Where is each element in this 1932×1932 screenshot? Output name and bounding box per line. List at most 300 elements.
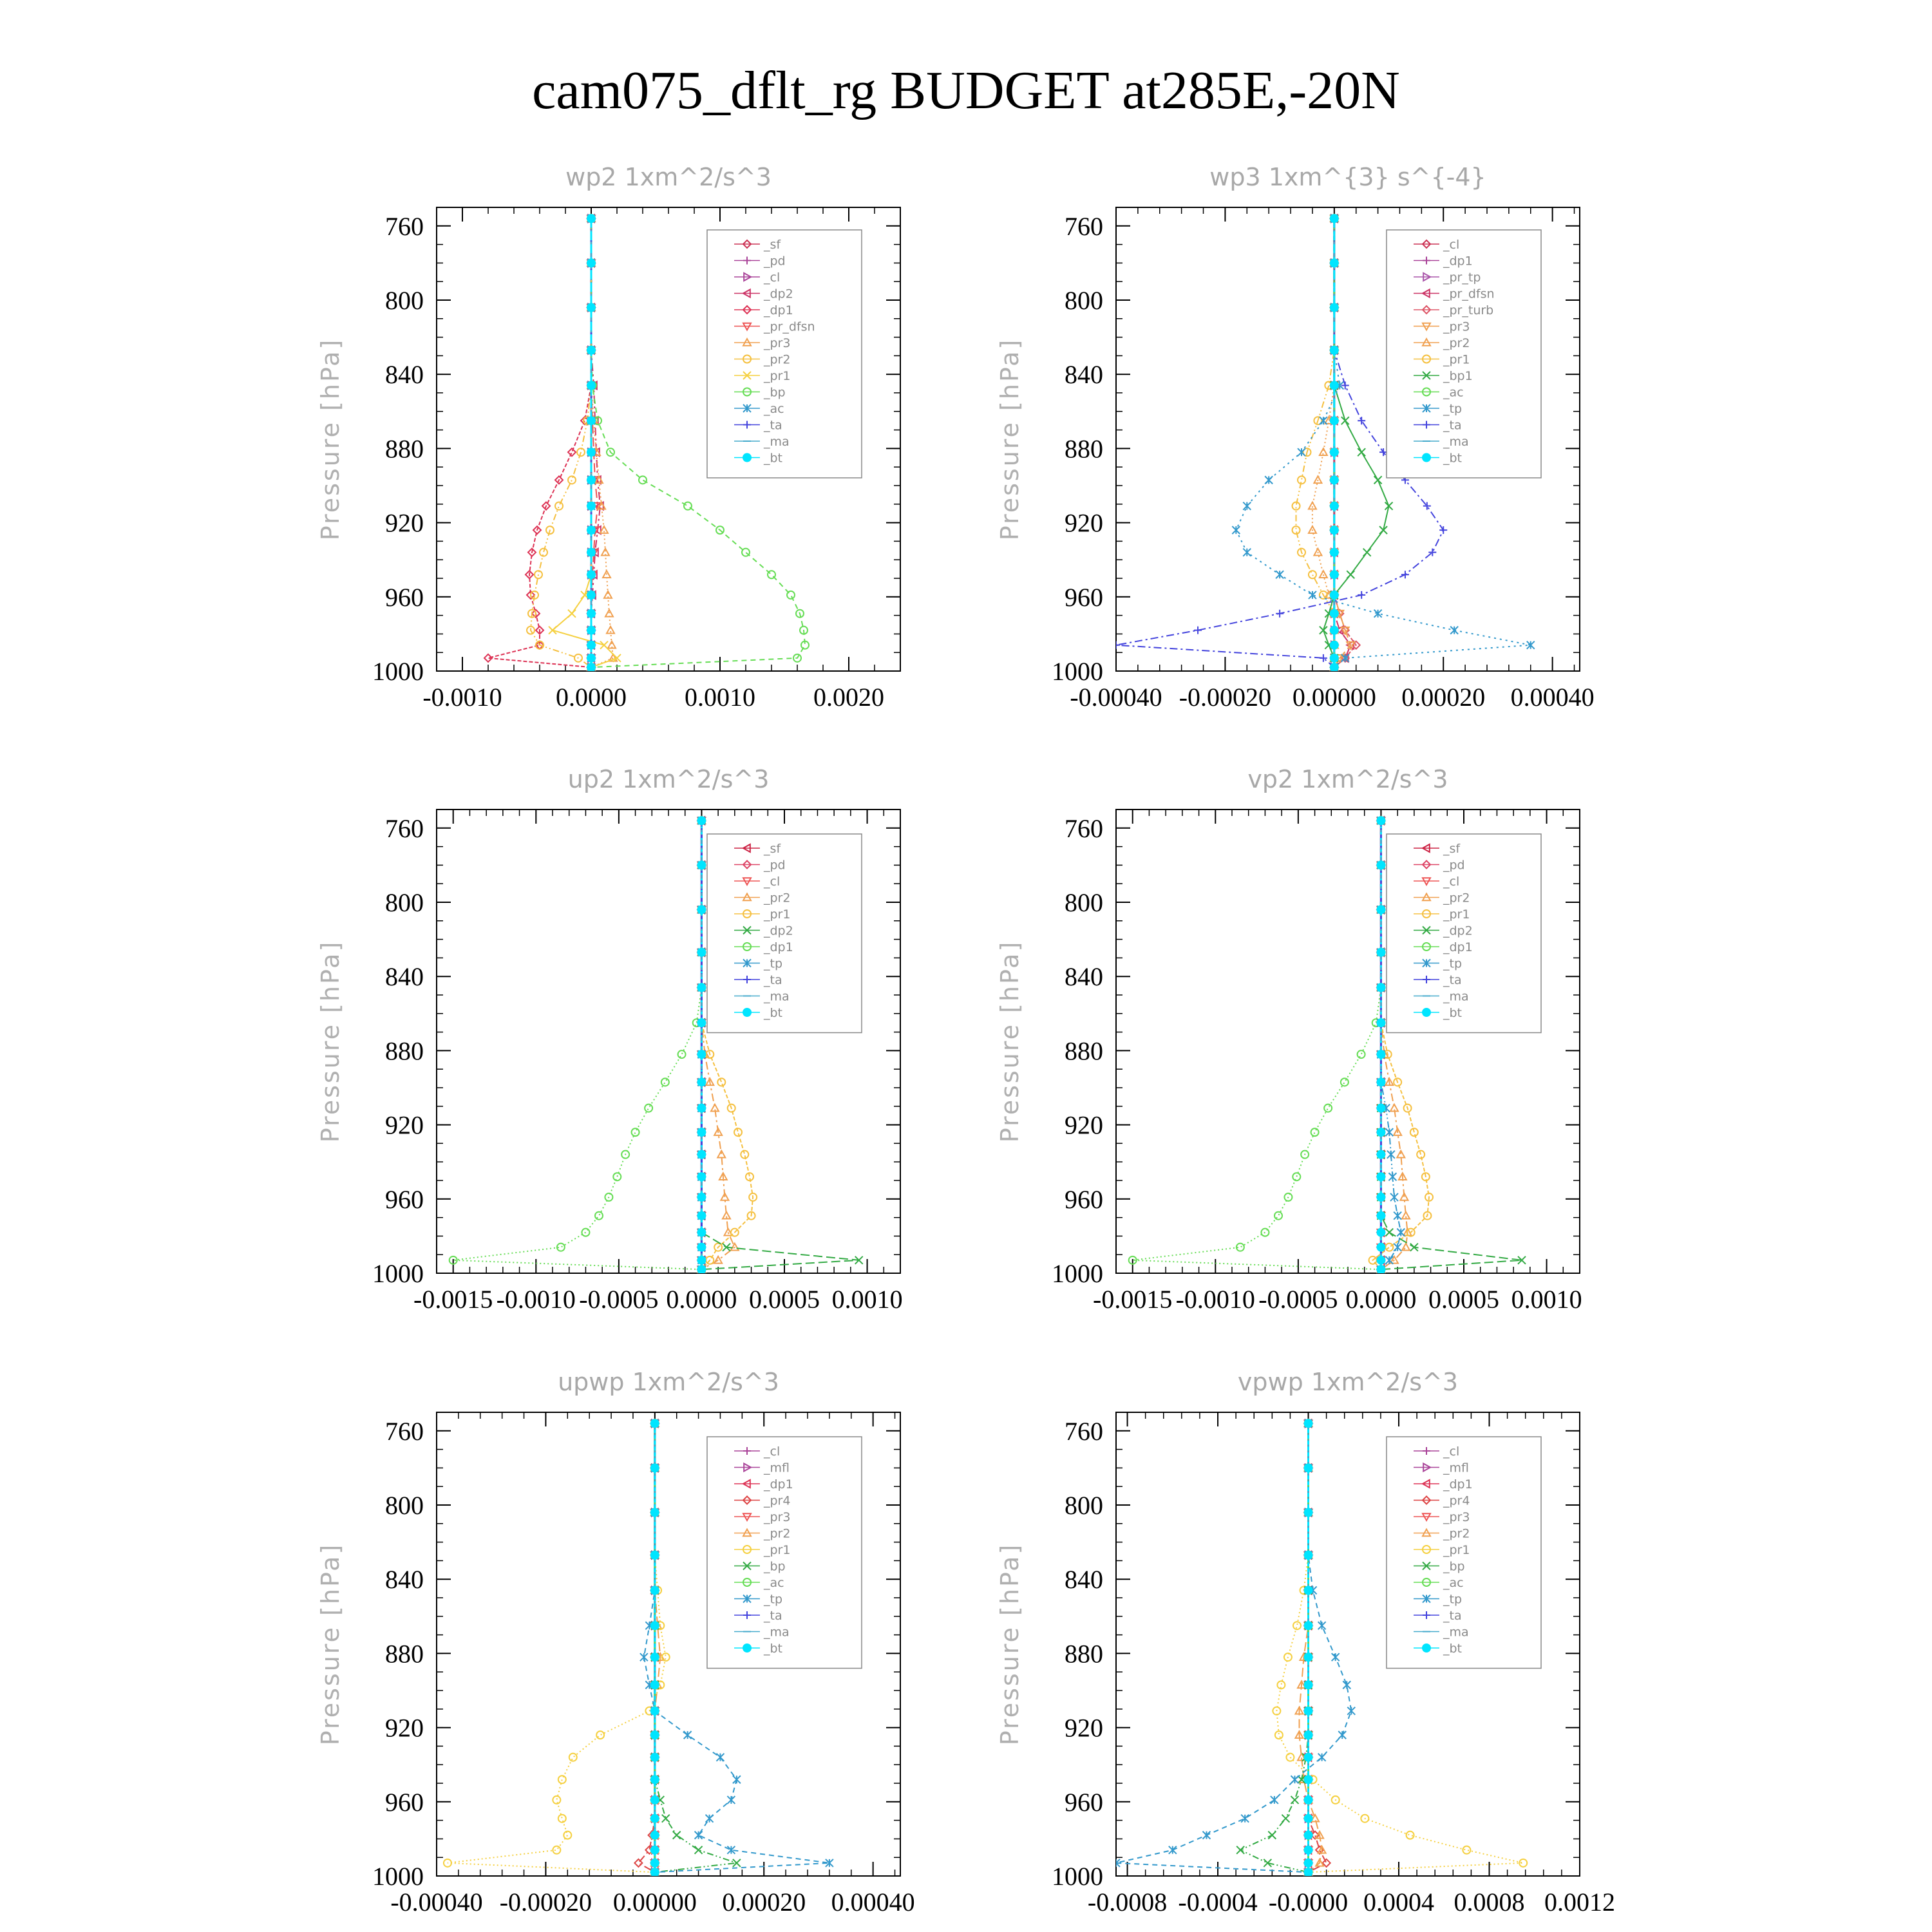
y-tick-label: 800 [385, 1491, 424, 1520]
panel-title: vp2 1xm^2/s^3 [1247, 765, 1448, 793]
data-point-tp [1276, 571, 1283, 578]
data-point-bp [787, 591, 795, 599]
legend-label: _pr_tp [1443, 270, 1481, 285]
data-point-bp [673, 1832, 681, 1839]
legend-label: _pr2 [764, 352, 791, 367]
data-point-bp [1291, 1796, 1298, 1804]
data-point-tp [1243, 549, 1251, 556]
legend-label: _bp [764, 1559, 786, 1574]
data-point-bt [587, 502, 595, 510]
x-tick-label: 0.0010 [831, 1285, 903, 1314]
x-tick-label: -0.00040 [1070, 683, 1162, 712]
series-line-pr1 [448, 1423, 666, 1872]
legend-label: _dp2 [764, 287, 793, 301]
data-point-tp [1394, 1212, 1401, 1220]
y-tick-label: 920 [385, 1110, 424, 1140]
legend-label: _cl [764, 1444, 781, 1459]
legend-label: _dp2 [764, 923, 793, 938]
data-point-dp1 [1274, 1212, 1282, 1220]
data-point-pr1 [600, 641, 608, 649]
y-axis-label: Pressure [hPa] [316, 940, 345, 1143]
y-tick-label: 1000 [372, 657, 424, 686]
legend-label: _cl [1443, 875, 1460, 889]
data-point-bt [1377, 1256, 1385, 1264]
legend-label: _pd [1443, 858, 1465, 873]
data-point-bt [651, 1464, 659, 1472]
data-point-tp [1390, 1193, 1398, 1201]
y-tick-label: 760 [1065, 813, 1103, 843]
series-line-pr_dfsn [1334, 218, 1350, 667]
series-line-bp [1240, 1423, 1308, 1872]
data-point-bt [1305, 1796, 1312, 1804]
x-tick-label: -0.0010 [1175, 1285, 1255, 1314]
data-point-bt [1377, 949, 1385, 956]
data-point-bp1 [1363, 549, 1371, 556]
legend-label: _ma [1443, 989, 1469, 1004]
data-point-dp1 [1324, 1104, 1332, 1112]
data-point-bt [1305, 1754, 1312, 1761]
data-point-tp [695, 1832, 703, 1839]
data-point-tp [1343, 1681, 1350, 1689]
data-point-tp [1271, 1796, 1278, 1804]
data-point-bt [697, 906, 705, 914]
data-point-bt [697, 1193, 705, 1201]
legend [707, 1437, 862, 1669]
data-point-bt [651, 1681, 659, 1689]
data-point-bt [1377, 1173, 1385, 1180]
data-point-bt [651, 1653, 659, 1661]
data-point-bt [1331, 502, 1338, 510]
data-point-pr1 [568, 610, 576, 618]
legend-marker [1423, 1009, 1430, 1016]
data-point-bt [1377, 1104, 1385, 1112]
data-point-bt [587, 417, 595, 424]
data-point-tp [1338, 1731, 1346, 1739]
x-tick-label: -0.0008 [1087, 1888, 1168, 1917]
x-tick-label: 0.0008 [1454, 1888, 1525, 1917]
data-point-bt [587, 610, 595, 618]
data-point-ta [1358, 417, 1365, 424]
legend-label: _cl [764, 270, 781, 285]
x-tick-label: -0.0000 [1268, 1888, 1349, 1917]
legend-marker [743, 1644, 751, 1652]
data-point-bt [1377, 1244, 1385, 1251]
y-tick-label: 760 [385, 1416, 424, 1446]
panel-title: up2 1xm^2/s^3 [567, 765, 770, 793]
legend-label: _ta [764, 1609, 782, 1623]
series-line-pr2 [1300, 1423, 1322, 1872]
data-point-pr1 [564, 1832, 571, 1839]
data-point-pr1 [553, 1796, 560, 1804]
data-point-bt [1331, 610, 1338, 618]
data-point-bt [697, 1212, 705, 1220]
legend-label: _bt [1443, 1006, 1463, 1020]
series-line-pr1 [1296, 218, 1334, 667]
data-point-pr1 [549, 627, 556, 634]
x-tick-label: 0.00000 [1292, 683, 1376, 712]
data-point-tp [1202, 1832, 1210, 1839]
data-point-bt [1305, 1509, 1312, 1517]
legend-label: _bt [764, 451, 783, 466]
y-tick-label: 800 [1065, 286, 1103, 315]
x-tick-label: 0.0000 [666, 1285, 737, 1314]
data-point-tp [1385, 1128, 1393, 1136]
legend-label: _ma [764, 435, 790, 449]
data-point-bp1 [1341, 417, 1349, 424]
data-point-bt [697, 949, 705, 956]
y-tick-label: 960 [385, 582, 424, 612]
legend-label: _bt [1443, 1642, 1463, 1656]
data-point-pr2 [1314, 549, 1321, 556]
data-point-bt [1331, 663, 1338, 671]
data-point-bt [587, 549, 595, 556]
y-tick-label: 1000 [372, 1259, 424, 1288]
data-point-tp [1291, 1776, 1298, 1783]
data-point-tp [1265, 476, 1273, 484]
legend-label: _dp1 [1443, 940, 1473, 954]
data-point-pr1 [558, 1776, 566, 1783]
data-point-bt [587, 304, 595, 312]
panel-title: wp3 1xm^{3} s^{-4} [1209, 163, 1486, 191]
legend-label: _ta [1443, 973, 1462, 987]
data-point-tp [727, 1796, 735, 1804]
y-tick-label: 920 [385, 1713, 424, 1743]
x-tick-label: 0.0000 [556, 683, 627, 712]
data-point-bp [639, 476, 647, 484]
data-point-bt [587, 654, 595, 662]
y-tick-label: 880 [1065, 434, 1103, 464]
data-point-bt [697, 1265, 705, 1273]
data-point-bt [697, 861, 705, 869]
legend-label: _cl [1443, 1444, 1460, 1459]
y-tick-label: 1000 [372, 1862, 424, 1891]
x-tick-label: 0.00040 [1510, 683, 1595, 712]
data-point-bt [1305, 1776, 1312, 1783]
legend-label: _tp [764, 1592, 783, 1607]
y-tick-label: 840 [385, 962, 424, 992]
data-point-dp1 [1293, 1173, 1300, 1180]
legend-label: _mfl [1443, 1461, 1469, 1475]
data-point-dp1 [661, 1078, 669, 1086]
data-point-bt [1331, 641, 1338, 649]
legend-label: _pr1 [764, 907, 791, 922]
data-point-pr2 [1397, 1151, 1405, 1158]
data-point-dp1 [595, 1212, 603, 1220]
legend-label: _pr2 [1443, 336, 1470, 350]
data-point-bt [1377, 1019, 1385, 1027]
data-point-bt [651, 1868, 659, 1876]
legend-label: _bp [764, 385, 786, 400]
legend-marker [1423, 454, 1430, 462]
data-point-bt [1377, 906, 1385, 914]
x-tick-label: 0.0010 [685, 683, 755, 712]
data-point-bt [651, 1551, 659, 1559]
data-point-pr2 [1309, 502, 1316, 509]
legend-label: _pr1 [764, 369, 791, 383]
y-tick-label: 760 [1065, 1416, 1103, 1446]
data-point-pr1 [1275, 1731, 1283, 1739]
x-tick-label: 0.00020 [722, 1888, 806, 1917]
y-axis-label: Pressure [hPa] [996, 337, 1024, 541]
legend-label: _dp1 [1443, 254, 1473, 269]
legend-label: _sf [764, 238, 781, 252]
data-point-bt [651, 1776, 659, 1783]
x-tick-label: 0.0020 [813, 683, 884, 712]
data-point-bt [697, 1078, 705, 1086]
x-tick-label: -0.0010 [496, 1285, 576, 1314]
data-point-pr1 [596, 1731, 604, 1739]
data-point-bt [1331, 654, 1338, 662]
legend [1387, 230, 1541, 478]
y-tick-label: 760 [1065, 211, 1103, 241]
series-line-dp1 [1133, 820, 1381, 1269]
y-axis-label: Pressure [hPa] [316, 1542, 345, 1746]
data-point-bp [684, 502, 692, 510]
panel-6 [996, 1368, 1615, 1917]
series-line-tp [1116, 1423, 1351, 1872]
data-point-ta [1358, 591, 1365, 599]
data-point-bp1 [1347, 571, 1354, 578]
data-point-tp [1298, 448, 1305, 456]
data-point-bt [1331, 417, 1338, 424]
data-point-tp [1318, 1754, 1326, 1761]
data-point-bt [651, 1754, 659, 1761]
legend-label: _pr3 [1443, 1510, 1470, 1524]
data-point-tp [1241, 1815, 1249, 1823]
data-point-bt [1331, 381, 1338, 389]
y-tick-label: 1000 [1052, 1259, 1103, 1288]
series-line-bp1 [1323, 218, 1389, 667]
legend-marker [743, 454, 751, 462]
data-point-bt [1305, 1464, 1312, 1472]
y-tick-label: 840 [1065, 962, 1103, 992]
data-point-bt [1305, 1586, 1312, 1594]
x-tick-label: 0.0000 [1345, 1285, 1417, 1314]
data-point-bt [587, 214, 595, 222]
legend [1387, 834, 1541, 1033]
legend-label: _bp [1443, 1559, 1465, 1574]
y-tick-label: 960 [1065, 1184, 1103, 1214]
data-point-bp [695, 1846, 703, 1854]
data-point-bt [1305, 1681, 1312, 1689]
data-point-bt [1377, 817, 1385, 824]
data-point-bt [1377, 983, 1385, 991]
series-line-pr2 [531, 218, 591, 667]
figure-title: cam075_dflt_rg BUDGET at285E,-20N [532, 61, 1400, 120]
data-point-bt [1331, 448, 1338, 456]
x-tick-label: -0.0010 [422, 683, 502, 712]
legend-label: _tp [764, 956, 783, 971]
data-point-bt [1331, 346, 1338, 354]
panel-2 [996, 163, 1595, 712]
series-line-pr3 [1334, 218, 1350, 667]
data-point-bt [587, 448, 595, 456]
data-point-bt [1305, 1846, 1312, 1854]
legend-label: _mfl [764, 1461, 790, 1475]
data-point-pr2 [717, 1151, 725, 1158]
x-tick-label: 0.0012 [1544, 1888, 1615, 1917]
y-tick-label: 960 [1065, 582, 1103, 612]
y-tick-label: 960 [385, 1787, 424, 1817]
x-tick-label: -0.00020 [499, 1888, 592, 1917]
data-point-pr1 [553, 1846, 560, 1854]
data-point-bt [651, 1707, 659, 1715]
y-axis-label: Pressure [hPa] [316, 337, 345, 541]
data-point-dp1 [1311, 1128, 1319, 1136]
y-tick-label: 920 [1065, 1713, 1103, 1743]
data-point-bt [697, 1050, 705, 1058]
data-point-bt [1377, 861, 1385, 869]
legend-label: _dp1 [764, 1477, 793, 1492]
legend-label: _pr_dfsn [764, 319, 815, 334]
y-axis-label: Pressure [hPa] [996, 1542, 1024, 1746]
y-tick-label: 760 [385, 813, 424, 843]
legend-label: _pr1 [1443, 352, 1470, 367]
legend-label: _ma [764, 989, 790, 1004]
data-point-bt [587, 381, 595, 389]
legend-label: _ma [1443, 1625, 1469, 1640]
legend-label: _pr1 [1443, 907, 1470, 922]
y-tick-label: 800 [1065, 888, 1103, 917]
legend [707, 230, 862, 478]
y-tick-label: 960 [385, 1184, 424, 1214]
data-point-bt [651, 1859, 659, 1867]
panel-title: wp2 1xm^2/s^3 [565, 163, 772, 191]
legend-label: _ac [1443, 1576, 1464, 1590]
y-tick-label: 920 [1065, 1110, 1103, 1140]
data-point-bt [1305, 1653, 1312, 1661]
y-tick-label: 920 [1065, 508, 1103, 538]
data-point-pr1 [1309, 571, 1316, 578]
data-point-ta [1112, 641, 1120, 649]
legend-label: _tp [1443, 1592, 1463, 1607]
data-point-tp [1232, 526, 1240, 534]
data-point-bt [697, 1244, 705, 1251]
data-point-ta [1439, 526, 1447, 534]
data-point-ta [1401, 571, 1409, 578]
data-point-pr1 [1293, 1622, 1301, 1629]
legend-label: _ta [1443, 418, 1462, 433]
data-point-bt [651, 1832, 659, 1839]
data-point-pr2 [731, 1244, 739, 1251]
data-point-pr1 [1385, 1244, 1393, 1251]
data-point-tp [640, 1653, 648, 1661]
y-tick-label: 1000 [1052, 657, 1103, 686]
x-tick-label: -0.0005 [579, 1285, 659, 1314]
data-point-pr1 [569, 1754, 577, 1761]
data-point-bt [1305, 1859, 1312, 1867]
data-point-dp1 [1358, 1050, 1365, 1058]
x-tick-label: -0.0015 [413, 1285, 493, 1314]
data-point-bt [651, 1419, 659, 1427]
data-point-tp [1397, 1229, 1405, 1236]
data-point-dp1 [1341, 1078, 1349, 1086]
data-point-bp1 [1374, 476, 1382, 484]
y-tick-label: 840 [385, 360, 424, 390]
data-point-bt [587, 627, 595, 634]
data-point-pr2 [1402, 1244, 1410, 1251]
data-point-tp [1388, 1173, 1396, 1180]
data-point-bt [1377, 1265, 1385, 1273]
data-point-bt [1377, 1050, 1385, 1058]
y-tick-label: 840 [385, 1565, 424, 1595]
data-point-dp1 [645, 1104, 652, 1112]
data-point-bt [1331, 526, 1338, 534]
x-tick-label: -0.00020 [1179, 683, 1272, 712]
data-point-bt [697, 1256, 705, 1264]
data-point-bt [697, 1128, 705, 1136]
data-point-bp1 [1358, 448, 1365, 456]
data-point-bt [697, 1173, 705, 1180]
data-point-bt [1331, 259, 1338, 267]
series-line-dp1 [488, 218, 591, 667]
data-point-pr1 [1463, 1846, 1470, 1854]
y-tick-label: 800 [385, 888, 424, 917]
legend-marker [743, 1009, 751, 1016]
legend-label: _bp1 [1443, 369, 1473, 383]
x-tick-label: 0.00000 [612, 1888, 697, 1917]
panel-5 [316, 1368, 915, 1917]
data-point-bt [587, 591, 595, 599]
data-point-bt [587, 346, 595, 354]
data-point-bt [1305, 1419, 1312, 1427]
data-point-tp [1243, 502, 1251, 510]
data-point-bt [587, 259, 595, 267]
legend-label: _ac [764, 402, 784, 416]
data-point-bt [1331, 214, 1338, 222]
data-point-bt [1331, 571, 1338, 578]
data-point-ta [1194, 627, 1202, 634]
data-point-pr1 [1406, 1832, 1414, 1839]
legend-label: _ma [764, 1625, 790, 1640]
panel-3 [316, 765, 903, 1314]
y-tick-label: 840 [1065, 360, 1103, 390]
data-point-bp [662, 1815, 670, 1823]
legend-label: _cl [764, 875, 781, 889]
y-tick-label: 760 [385, 211, 424, 241]
series-line-dp1 [453, 820, 702, 1269]
data-point-dp1 [613, 1173, 621, 1180]
data-point-bp [742, 549, 750, 556]
data-point-bt [1305, 1551, 1312, 1559]
data-point-bt [1331, 549, 1338, 556]
x-tick-label: -0.00040 [390, 1888, 483, 1917]
data-point-pr2 [555, 502, 563, 510]
data-point-tp [684, 1731, 692, 1739]
y-tick-label: 880 [1065, 1036, 1103, 1066]
data-point-bt [1377, 1078, 1385, 1086]
data-point-tp [1387, 1151, 1395, 1159]
legend-label: _ac [764, 1576, 784, 1590]
panel-title: vpwp 1xm^2/s^3 [1237, 1368, 1459, 1396]
data-point-bt [697, 1104, 705, 1112]
legend-label: _pr1 [1443, 1543, 1470, 1557]
data-point-bt [1377, 1212, 1385, 1220]
data-point-pr1 [717, 1078, 725, 1086]
data-point-tp [1318, 1622, 1326, 1629]
legend-label: _pr3 [764, 1510, 791, 1524]
panel-title: upwp 1xm^2/s^3 [558, 1368, 779, 1396]
legend-label: _pr3 [1443, 319, 1470, 334]
legend-label: _ta [764, 973, 782, 987]
legend-label: _dp1 [1443, 1477, 1473, 1492]
x-tick-label: 0.00020 [1401, 683, 1486, 712]
legend-label: _dp1 [764, 940, 793, 954]
data-point-dp1 [632, 1128, 639, 1136]
data-point-dp1 [568, 448, 576, 456]
legend-label: _pd [764, 254, 786, 269]
y-tick-label: 800 [1065, 1491, 1103, 1520]
